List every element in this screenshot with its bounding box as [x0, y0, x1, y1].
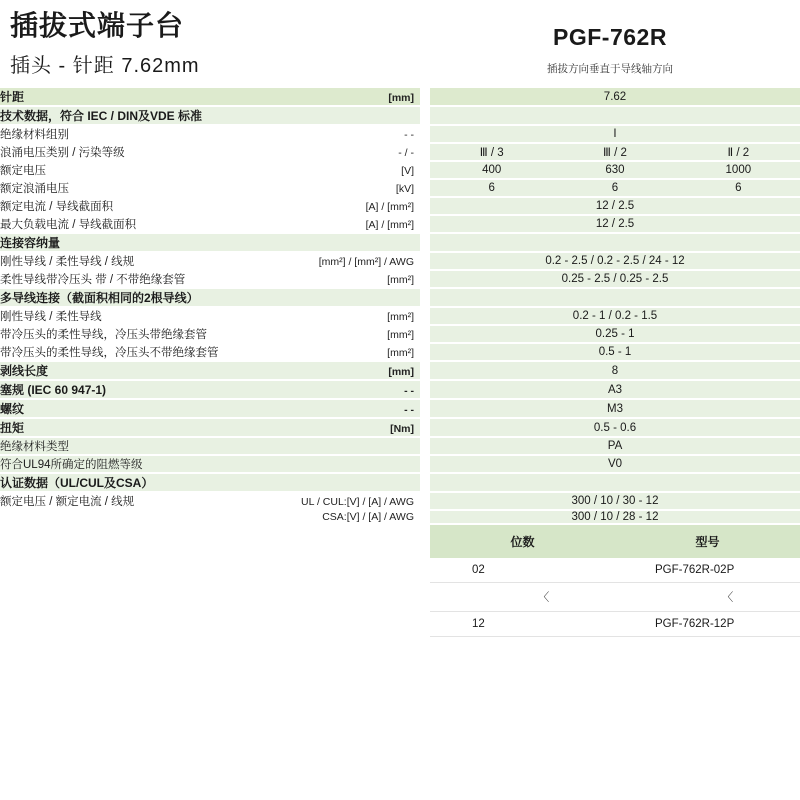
- spec-row: [0, 144, 800, 160]
- spec-row-label-cell: [0, 88, 420, 105]
- spec-table: [0, 88, 800, 525]
- spec-row: [0, 198, 800, 214]
- spec-row-label-cell: [0, 162, 420, 178]
- spec-row-label-cell: [0, 493, 420, 509]
- spec-row: [0, 289, 800, 306]
- spec-value: 630: [553, 162, 676, 178]
- spec-value: V0: [430, 456, 800, 472]
- spec-label: 额定浪涌电压: [0, 183, 69, 196]
- spec-unit: UL / CUL:[V] / [A] / AWG: [301, 496, 414, 509]
- spec-row-label-cell: [0, 289, 420, 306]
- spec-row-label-cell: [0, 107, 420, 124]
- models-table: [430, 525, 800, 637]
- spacer: [420, 234, 430, 251]
- spec-value: 12 / 2.5: [430, 216, 800, 232]
- spec-unit: - -: [404, 404, 414, 417]
- spec-unit: [mm²]: [387, 329, 414, 342]
- spec-value: 0.2 - 2.5 / 0.2 - 2.5 / 24 - 12: [430, 253, 800, 269]
- spec-row-label-cell: [0, 362, 420, 379]
- spec-row-label-cell: [0, 144, 420, 160]
- spacer: [420, 180, 430, 196]
- spec-row: [0, 253, 800, 269]
- spec-label: 螺纹: [0, 402, 25, 417]
- spec-label: 柔性导线带冷压头 带 / 不带绝缘套管: [0, 274, 186, 287]
- spacer: [420, 308, 430, 324]
- spec-row-label-cell: [0, 419, 420, 436]
- spacer: [420, 493, 430, 509]
- spec-label: 刚性导线 / 柔性导线: [0, 311, 102, 324]
- spacer: [420, 419, 430, 436]
- spec-value: 300 / 10 / 28 - 12: [430, 511, 800, 523]
- spec-row-label-cell: [0, 456, 420, 472]
- spec-value: [430, 107, 800, 124]
- spec-value: 6: [677, 180, 800, 196]
- spec-row: [0, 180, 800, 196]
- model-positions: 02: [430, 558, 615, 583]
- header-left: [0, 10, 420, 78]
- spec-value: [430, 289, 800, 306]
- spacer: [420, 253, 430, 269]
- spec-row: [0, 474, 800, 491]
- spec-row: [0, 400, 800, 417]
- spacer: [420, 438, 430, 454]
- spacer: [420, 474, 430, 491]
- spec-label: 额定电流 / 导线截面积: [0, 201, 114, 214]
- spec-row-label-cell: [0, 271, 420, 287]
- spacer: [420, 456, 430, 472]
- spacer: [420, 162, 430, 178]
- spec-value: 0.2 - 1 / 0.2 - 1.5: [430, 308, 800, 324]
- spec-row: [0, 493, 800, 509]
- spec-unit: [Nm]: [390, 423, 414, 436]
- model-positions: 12: [430, 612, 615, 637]
- spacer: [420, 362, 430, 379]
- models-col-type: 型号: [615, 525, 800, 558]
- spec-row: [0, 438, 800, 454]
- spec-row: [0, 107, 800, 124]
- model-note: 插拔方向垂直于导线轴方向: [547, 63, 673, 75]
- spec-value: PA: [430, 438, 800, 454]
- spec-row-label-cell: [0, 400, 420, 417]
- model-number: PGF-762R: [553, 24, 667, 50]
- spec-row: [0, 362, 800, 379]
- spec-unit: [mm]: [388, 92, 414, 105]
- spec-row: [0, 344, 800, 360]
- spec-unit: [mm²]: [387, 311, 414, 324]
- spec-row-label-cell: [0, 180, 420, 196]
- spec-label: 浪涌电压类别 / 污染等级: [0, 147, 125, 160]
- spec-value: Ⅱ / 2: [677, 144, 800, 160]
- spec-value: 7.62: [430, 88, 800, 105]
- spec-unit: [mm²] / [mm²] / AWG: [318, 256, 414, 269]
- page-header: [0, 0, 800, 82]
- spec-value: 0.5 - 0.6: [430, 419, 800, 436]
- spec-unit: - -: [404, 129, 414, 142]
- spec-value: 1000: [677, 162, 800, 178]
- model-positions: 〈: [430, 583, 615, 612]
- spec-row-label-cell: [0, 253, 420, 269]
- spec-label: 扭矩: [0, 421, 25, 436]
- spec-value: I: [430, 126, 800, 142]
- spec-label: 绝缘材料类型: [0, 441, 69, 454]
- spec-value: 400: [430, 162, 553, 178]
- spec-label: 剥线长度: [0, 364, 49, 379]
- spec-label: 连接容纳量: [0, 236, 61, 251]
- spacer: [420, 511, 430, 523]
- spec-value: 6: [430, 180, 553, 196]
- spec-row: [0, 234, 800, 251]
- spec-value: [430, 474, 800, 491]
- spec-value: 300 / 10 / 30 - 12: [430, 493, 800, 509]
- spec-row-label-cell: [0, 234, 420, 251]
- table-row: [430, 612, 800, 637]
- spec-label: 符合UL94所确定的阻燃等级: [0, 459, 143, 472]
- spacer: [420, 271, 430, 287]
- spec-row-label-cell: [0, 126, 420, 142]
- spacer: [420, 289, 430, 306]
- page-title: 插拔式端子台: [10, 10, 185, 41]
- spec-label: 针距: [0, 90, 25, 105]
- spec-value: 0.25 - 1: [430, 326, 800, 342]
- spec-unit: - -: [404, 385, 414, 398]
- spec-unit: [mm]: [388, 366, 414, 379]
- spacer: [420, 400, 430, 417]
- spacer: [420, 107, 430, 124]
- spec-row: [0, 419, 800, 436]
- models-table-wrap: [430, 525, 800, 637]
- spec-row-label-cell: [0, 474, 420, 491]
- spec-value: [430, 234, 800, 251]
- spec-label: 刚性导线 / 柔性导线 / 线规: [0, 256, 135, 269]
- spec-label: 认证数据（UL/CUL及CSA）: [0, 476, 154, 491]
- spec-unit: [A] / [mm²]: [365, 219, 414, 232]
- spec-unit: CSA:[V] / [A] / AWG: [322, 511, 414, 524]
- table-row: [430, 583, 800, 612]
- spec-value: 6: [553, 180, 676, 196]
- models-col-positions: 位数: [430, 525, 615, 558]
- spec-row-label-cell: [0, 511, 420, 523]
- spec-value: 12 / 2.5: [430, 198, 800, 214]
- spec-label: 技术数据，符合 IEC / DIN及VDE 标准: [0, 109, 203, 124]
- spec-label: 额定电压: [0, 165, 46, 178]
- spec-value: 0.5 - 1: [430, 344, 800, 360]
- spacer: [420, 216, 430, 232]
- spec-label: 带冷压头的柔性导线，冷压头带绝缘套管: [0, 329, 207, 342]
- spacer: [420, 381, 430, 398]
- spacer: [420, 88, 430, 105]
- header-right: [420, 10, 800, 78]
- spec-row: [0, 381, 800, 398]
- spec-row: [0, 456, 800, 472]
- spec-unit: [kV]: [395, 183, 414, 196]
- spec-value: Ⅲ / 3: [430, 144, 553, 160]
- spacer: [420, 326, 430, 342]
- spec-row-label-cell: [0, 308, 420, 324]
- models-header-row: [430, 525, 800, 558]
- spec-label: 多导线连接（截面积相同的2根导线）: [0, 291, 199, 306]
- spec-label: 绝缘材料组别: [0, 129, 69, 142]
- spec-unit: [mm²]: [387, 274, 414, 287]
- model-type: 〈: [615, 583, 800, 612]
- model-type: PGF-762R-02P: [615, 558, 800, 583]
- page-subtitle: 插头 - 针距 7.62mm: [10, 55, 200, 78]
- spec-row-label-cell: [0, 381, 420, 398]
- spacer: [420, 144, 430, 160]
- spec-value: M3: [430, 400, 800, 417]
- spec-row-label-cell: [0, 344, 420, 360]
- spec-row: [0, 162, 800, 178]
- spec-unit: [A] / [mm²]: [365, 201, 414, 214]
- spec-row-label-cell: [0, 216, 420, 232]
- spacer: [420, 344, 430, 360]
- table-row: [430, 558, 800, 583]
- spec-row-label-cell: [0, 438, 420, 454]
- spacer: [420, 198, 430, 214]
- spec-value: A3: [430, 381, 800, 398]
- spec-unit: - / -: [398, 147, 414, 160]
- spec-row: [0, 216, 800, 232]
- spec-label: 塞规 (IEC 60 947-1): [0, 383, 107, 398]
- spec-row: [0, 511, 800, 523]
- spacer: [420, 126, 430, 142]
- spec-row: [0, 326, 800, 342]
- spec-unit: [V]: [401, 165, 414, 178]
- spec-label: 带冷压头的柔性导线，冷压头不带绝缘套管: [0, 347, 219, 360]
- model-type: PGF-762R-12P: [615, 612, 800, 637]
- spec-value: Ⅲ / 2: [553, 144, 676, 160]
- spec-label: 最大负载电流 / 导线截面积: [0, 219, 137, 232]
- spec-row: [0, 88, 800, 105]
- spec-value: 8: [430, 362, 800, 379]
- spec-value: 0.25 - 2.5 / 0.25 - 2.5: [430, 271, 800, 287]
- spec-unit: [mm²]: [387, 347, 414, 360]
- spec-label: 额定电压 / 额定电流 / 线规: [0, 496, 135, 509]
- spec-row: [0, 271, 800, 287]
- spec-row: [0, 126, 800, 142]
- spec-row-label-cell: [0, 198, 420, 214]
- spec-row-label-cell: [0, 326, 420, 342]
- spec-row: [0, 308, 800, 324]
